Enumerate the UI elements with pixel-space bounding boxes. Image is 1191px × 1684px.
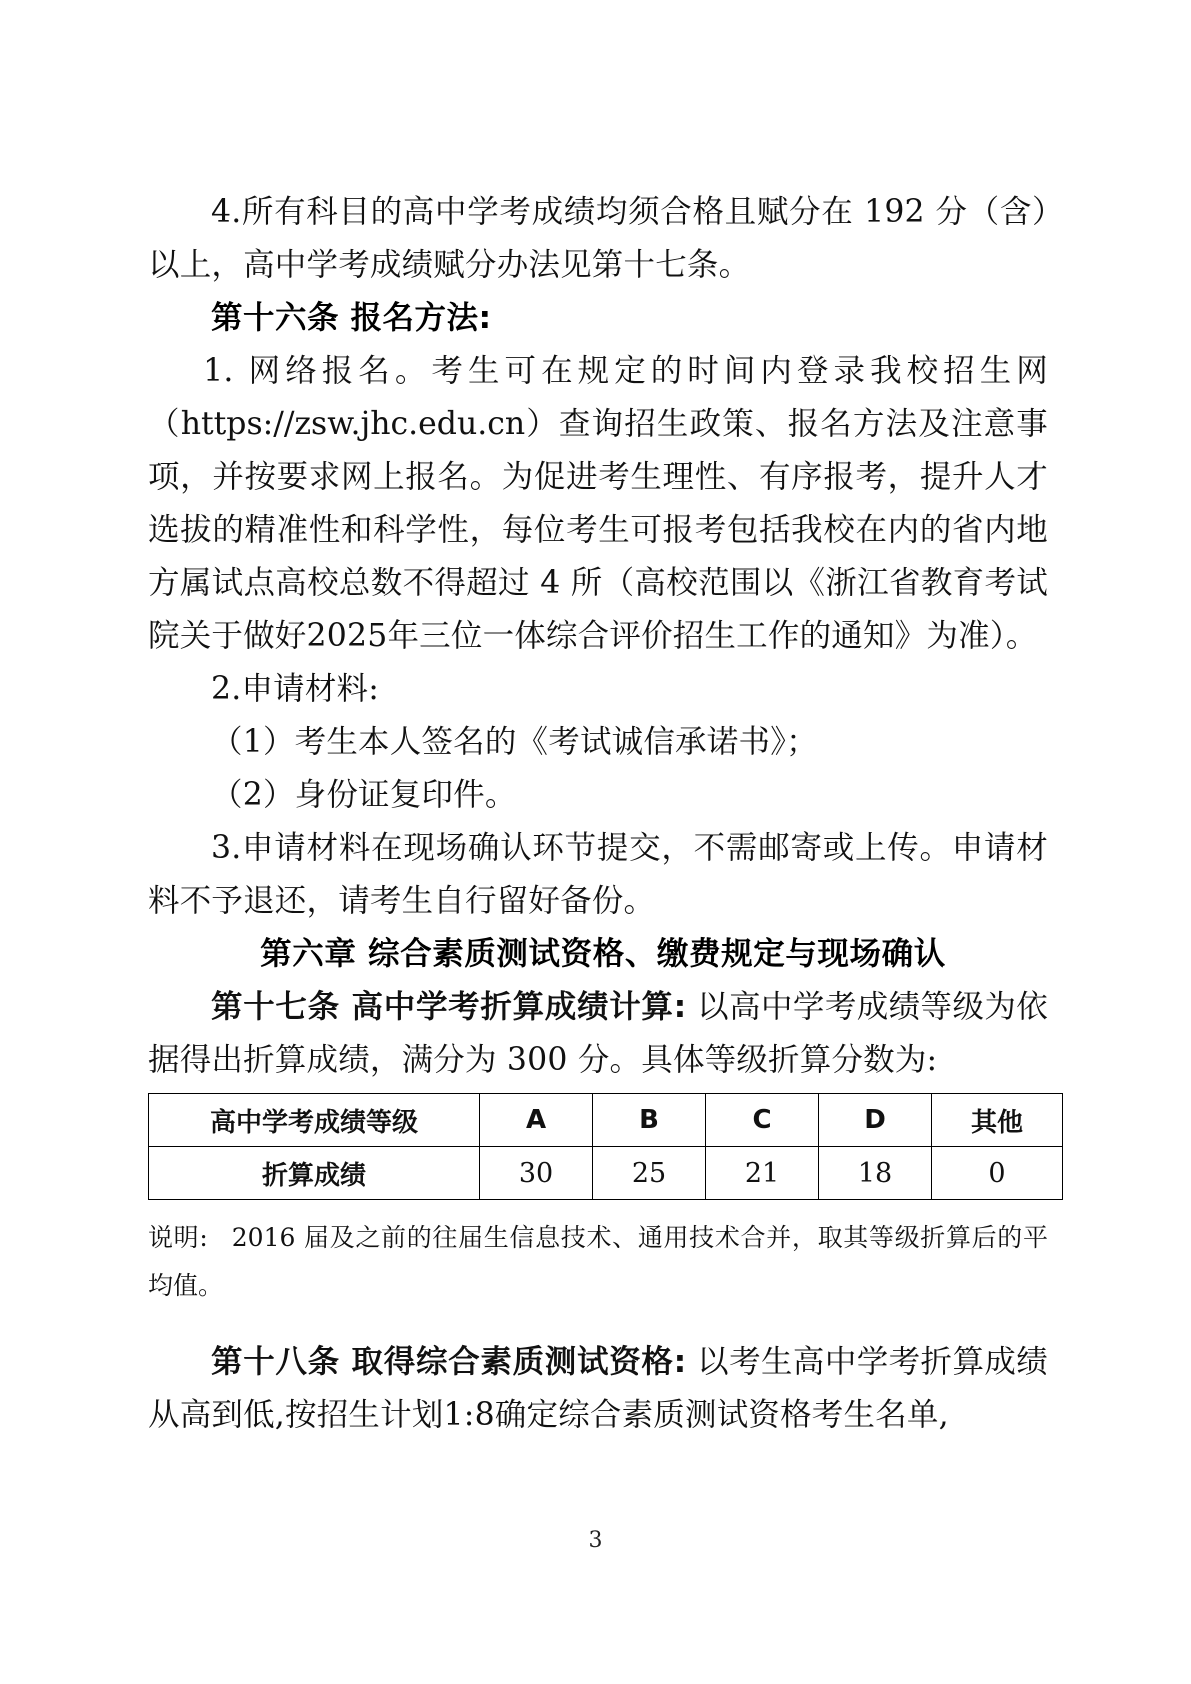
table-row [149, 1147, 1063, 1200]
table-header-row [149, 1094, 1063, 1147]
table-note-label: 说明: [148, 1223, 208, 1252]
page-number: 3 [588, 1528, 603, 1553]
paragraph-article-16-item-2-sub-2: （2）身份证复印件。 [211, 777, 517, 813]
table-header-cell-criteria: 高中学考成绩等级 [149, 1094, 480, 1147]
admissions-website-url: https://zsw.jhc.edu.cn [180, 406, 526, 442]
table-header-cell-other: 其他 [932, 1094, 1063, 1147]
article-16-heading: 第十六条 报名方法: [211, 300, 492, 336]
table-cell-score-a: 30 [480, 1147, 593, 1200]
chapter-6-title: 第六章 综合素质测试资格、缴费规定与现场确认 [260, 936, 946, 972]
paragraph-article-16-item-2: 2.申请材料: [211, 671, 380, 707]
table-cell-score-d: 18 [819, 1147, 932, 1200]
article-17-text: 以高中学考成绩等级为依据得出折算成绩，满分为 300 分。具体等级折算分数为: [148, 989, 1048, 1078]
table-note [148, 1214, 1048, 1310]
section-spacer [148, 1310, 1048, 1336]
article-18-text: 以考生高中学考折算成绩从高到低,按招生计划1:8确定综合素质测试资格考生名单, [148, 1344, 1048, 1433]
article-16-heading-line [148, 292, 1048, 345]
table-cell-score-c: 21 [706, 1147, 819, 1200]
article-16-item-1-suffix: ）查询招生政策、报名方法及注意事项，并按要求网上报名。为促进考生理性、有序报考，提升人才选拔的精准性和科学性，每位考生可报考包括我校在内的省内地方属试点高校总数不得超过 4 所（高校范围以《浙江省教育考试院关于做好2025年三位一体综合评价招生工作的通知》为准）。 [148, 406, 1049, 654]
paragraph-article-16-item-2-sub-1: （1）考生本人签名的《考试诚信承诺书》； [211, 724, 818, 760]
paragraph-article-16-item-1 [148, 345, 1048, 663]
article-17-heading: 第十七条 高中学考折算成绩计算: [211, 989, 687, 1025]
table-row-label-converted-score: 折算成绩 [149, 1147, 480, 1200]
table-header-cell-b: B [593, 1094, 706, 1147]
article-18-heading: 第十八条 取得综合素质测试资格: [211, 1344, 687, 1380]
table-cell-score-b: 25 [593, 1147, 706, 1200]
table-cell-score-other: 0 [932, 1147, 1063, 1200]
paragraph-article-18 [148, 1336, 1048, 1442]
table-header-cell-c: C [706, 1094, 819, 1147]
score-conversion-table [148, 1093, 1063, 1200]
table-header-cell-d: D [819, 1094, 932, 1147]
table-header-cell-a: A [480, 1094, 593, 1147]
paragraph-item-4: 4.所有科目的高中学考成绩均须合格且赋分在 192 分（含）以上，高中学考成绩赋分办法见第十七条。 [148, 194, 1048, 283]
article-16-item-1-prefix: 1. 网络报名。考生可在规定的时间内登录我校招生网（ [148, 353, 1048, 442]
paragraph-article-17 [148, 981, 1048, 1087]
paragraph-article-16-item-3: 3.申请材料在现场确认环节提交，不需邮寄或上传。申请材料不予退还，请考生自行留好备份。 [148, 830, 1048, 919]
table-note-text: 2016 届及之前的往届生信息技术、通用技术合并，取其等级折算后的平均值。 [148, 1223, 1048, 1300]
page-content [148, 186, 1048, 1442]
